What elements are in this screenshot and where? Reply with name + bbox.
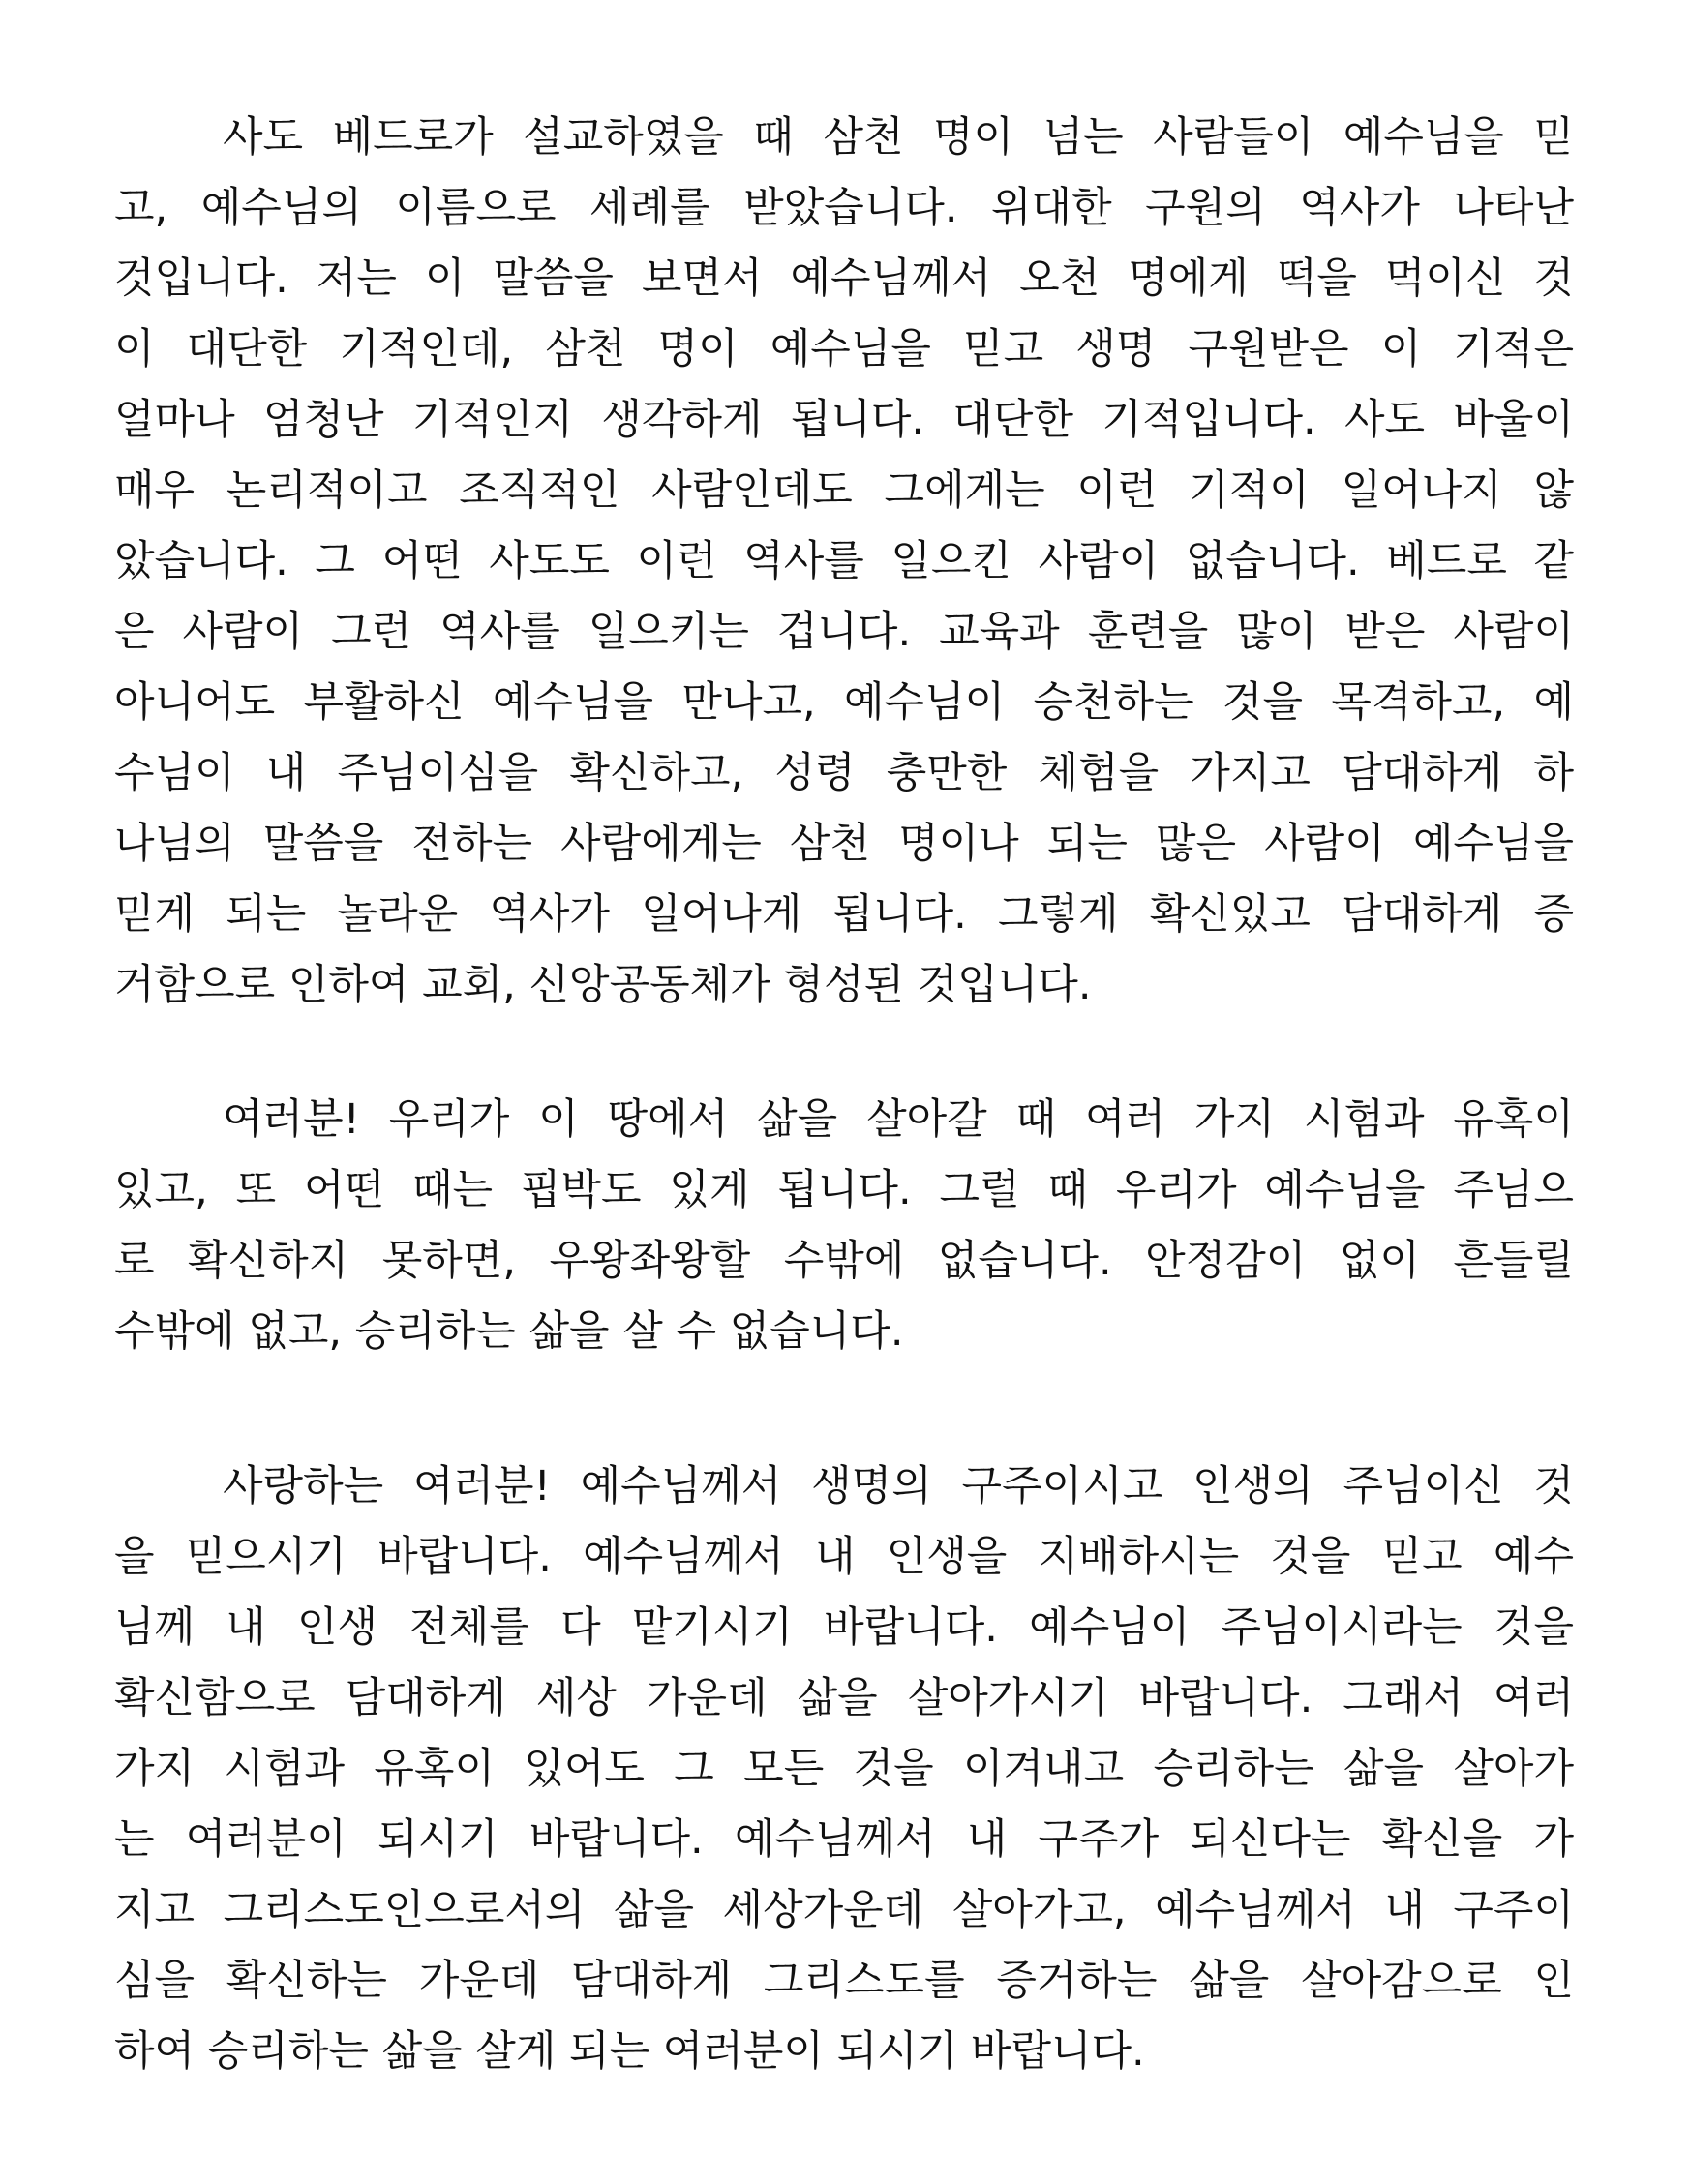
text-line: 얼마나 엄청난 기적인지 생각하게 됩니다. 대단한 기적입니다. 사도 바울이 bbox=[114, 396, 1574, 444]
line-text: 사도 베드로가 설교하였을 때 삼천 명이 넘는 사람들이 예수님을 믿 bbox=[223, 113, 1574, 162]
text-line: 님께 내 인생 전체를 다 맡기시기 바랍니다. 예수님이 주님이시라는 것을 bbox=[114, 1603, 1574, 1652]
text-line: 하여 승리하는 삶을 살게 되는 여러분이 되시기 바랍니다. bbox=[114, 2027, 1145, 2076]
paragraph-2 bbox=[114, 1085, 1574, 1367]
text-line bbox=[114, 1451, 1574, 1522]
text-line bbox=[114, 1085, 1574, 1155]
text-line: 나님의 말씀을 전하는 사람에게는 삼천 명이나 되는 많은 사람이 예수님을 bbox=[114, 820, 1574, 868]
text-line: 것입니다. 저는 이 말씀을 보면서 예수님께서 오천 명에게 떡을 먹이신 것 bbox=[114, 254, 1574, 303]
text-line: 있고, 또 어떤 때는 핍박도 있게 됩니다. 그럴 때 우리가 예수님을 주님으 bbox=[114, 1166, 1574, 1214]
text-line: 가지 시험과 유혹이 있어도 그 모든 것을 이겨내고 승리하는 삶을 살아가 bbox=[114, 1745, 1574, 1793]
text-line: 심을 확신하는 가운데 담대하게 그리스도를 증거하는 삶을 살아감으로 인 bbox=[114, 1957, 1574, 2005]
text-line: 매우 논리적이고 조직적인 사람인데도 그에게는 이런 기적이 일어나지 않 bbox=[114, 466, 1574, 515]
paragraph-1 bbox=[114, 103, 1574, 1021]
text-line: 지고 그리스도인으로서의 삶을 세상가운데 살아가고, 예수님께서 내 구주이 bbox=[114, 1886, 1574, 1934]
text-line: 이 대단한 기적인데, 삼천 명이 예수님을 믿고 생명 구원받은 이 기적은 bbox=[114, 325, 1574, 374]
text-line: 을 믿으시기 바랍니다. 예수님께서 내 인생을 지배하시는 것을 믿고 예수 bbox=[114, 1533, 1574, 1581]
text-line: 아니어도 부활하신 예수님을 만나고, 예수님이 승천하는 것을 목격하고, 예 bbox=[114, 678, 1574, 727]
text-line: 거함으로 인하여 교회, 신앙공동체가 형성된 것입니다. bbox=[114, 961, 1092, 1009]
text-line: 수님이 내 주님이심을 확신하고, 성령 충만한 체험을 가지고 담대하게 하 bbox=[114, 749, 1574, 797]
text-line bbox=[114, 103, 1574, 173]
line-text: 사랑하는 여러분! 예수님께서 생명의 구주이시고 인생의 주님이신 것 bbox=[223, 1462, 1574, 1511]
text-line: 믿게 되는 놀라운 역사가 일어나게 됩니다. 그렇게 확신있고 담대하게 증 bbox=[114, 890, 1574, 939]
text-line: 은 사람이 그런 역사를 일으키는 겁니다. 교육과 훈련을 많이 받은 사람이 bbox=[114, 608, 1574, 656]
text-line: 았습니다. 그 어떤 사도도 이런 역사를 일으킨 사람이 없습니다. 베드로 같 bbox=[114, 537, 1574, 585]
line-text: 여러분! 우리가 이 땅에서 삶을 살아갈 때 여러 가지 시험과 유혹이 bbox=[223, 1095, 1574, 1144]
paragraph-3 bbox=[114, 1451, 1574, 2087]
text-line: 수밖에 없고, 승리하는 삶을 살 수 없습니다. bbox=[114, 1307, 904, 1356]
text-line: 로 확신하지 못하면, 우왕좌왕할 수밖에 없습니다. 안정감이 없이 흔들릴 bbox=[114, 1237, 1574, 1285]
text-line: 는 여러분이 되시기 바랍니다. 예수님께서 내 구주가 되신다는 확신을 가 bbox=[114, 1815, 1574, 1864]
text-line: 고, 예수님의 이름으로 세례를 받았습니다. 위대한 구원의 역사가 나타난 bbox=[114, 184, 1574, 232]
text-line: 확신함으로 담대하게 세상 가운데 삶을 살아가시기 바랍니다. 그래서 여러 bbox=[114, 1674, 1574, 1722]
